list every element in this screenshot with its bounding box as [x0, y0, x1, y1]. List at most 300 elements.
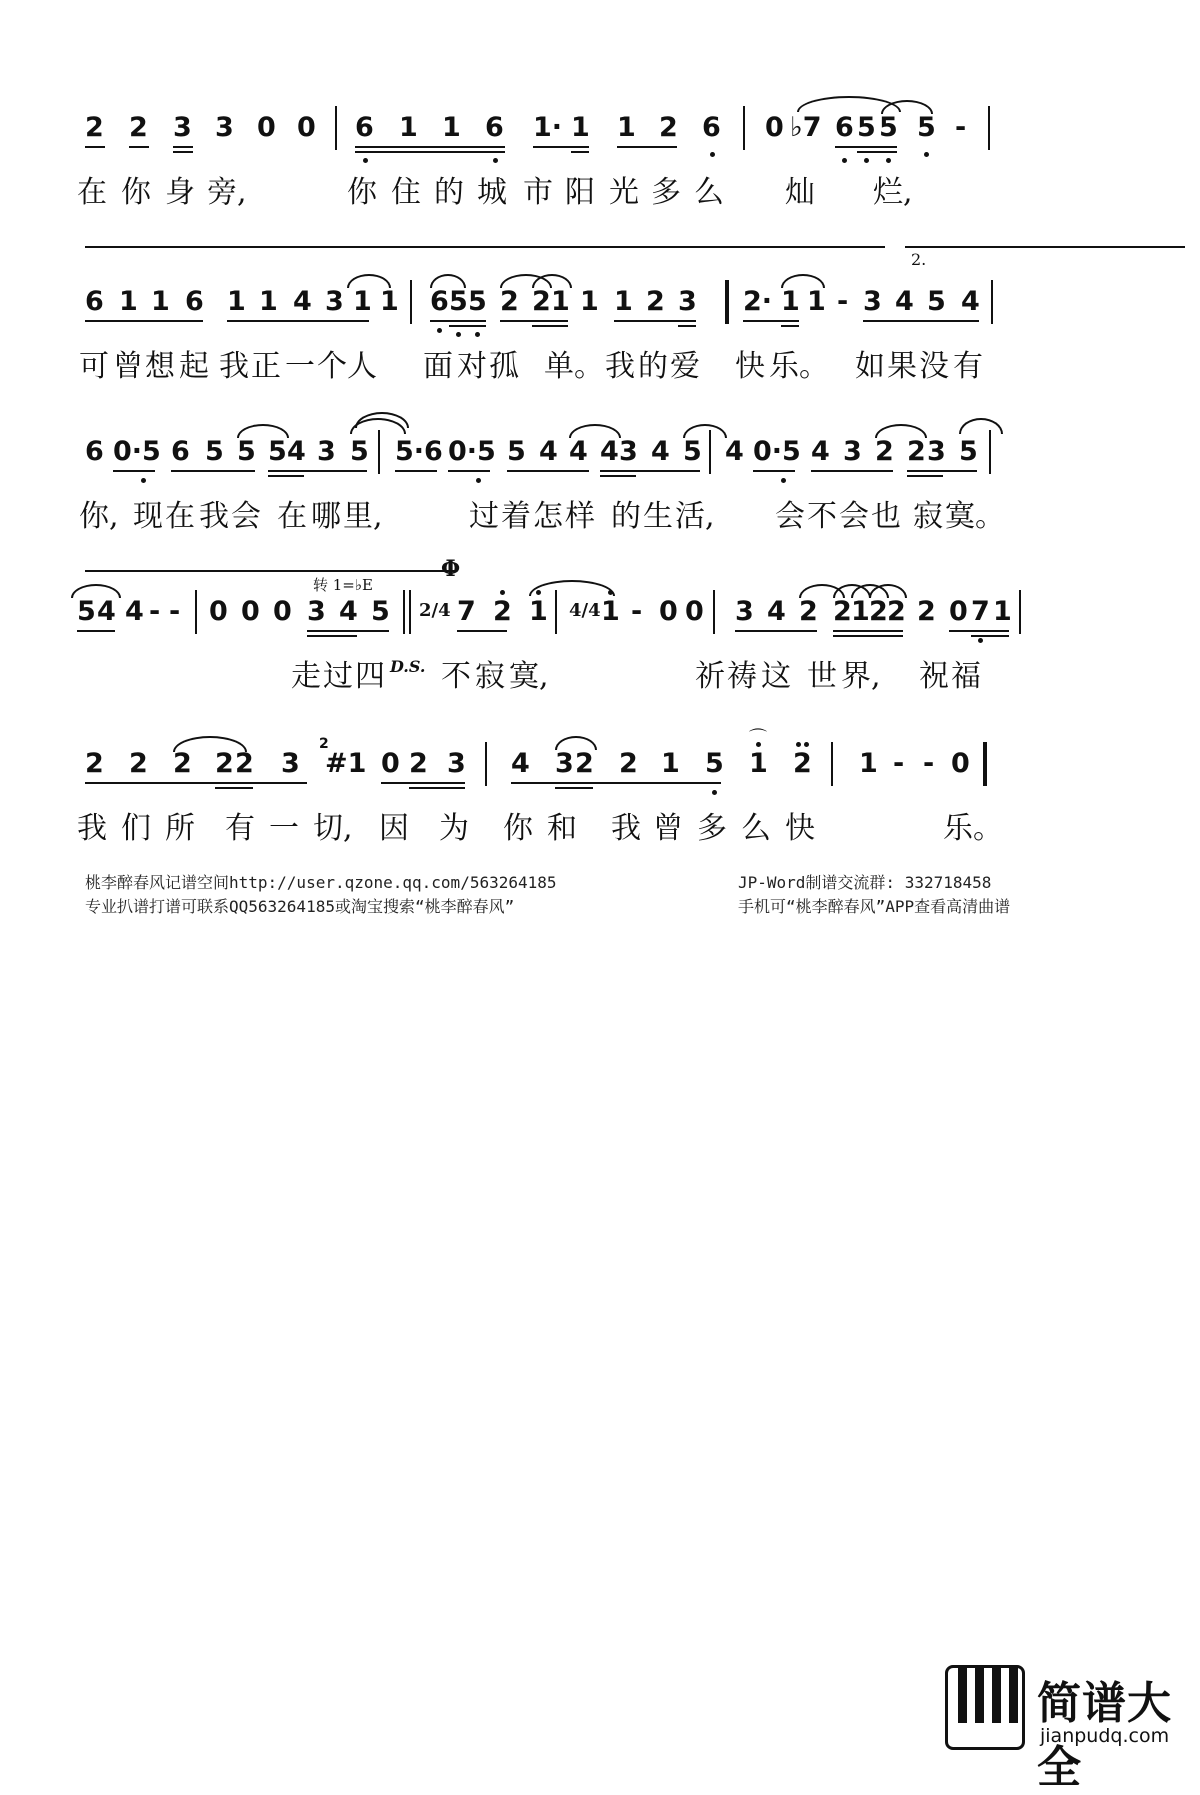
lyric: 我 [77, 811, 107, 846]
octave-dot [842, 158, 847, 163]
barline [410, 280, 412, 324]
note: 2 [85, 748, 104, 779]
note: 0 [241, 596, 260, 627]
time-signature: 4/4 [569, 600, 601, 621]
lyric: 这 [761, 659, 791, 694]
lyric: 我 [219, 349, 249, 384]
lyric: 的 [638, 349, 668, 384]
underline [833, 630, 903, 632]
octave-dot [141, 478, 146, 483]
lyric: 快 [785, 811, 815, 846]
note: 5 [917, 112, 936, 143]
lyric: 的 [611, 499, 641, 534]
piano-icon [945, 1665, 1025, 1750]
octave-dot [781, 478, 786, 483]
lyric: 寂 [475, 659, 505, 694]
underline [532, 325, 568, 327]
lyric: 爱 [670, 349, 700, 384]
underline [395, 470, 437, 472]
note: 1 [993, 596, 1012, 627]
lyric: 乐。 [769, 349, 829, 384]
octave-dot [363, 158, 368, 163]
octave-dot [796, 742, 801, 747]
note: 3 [447, 748, 466, 779]
lyric: 会 [775, 499, 805, 534]
slur [355, 412, 409, 428]
lyric: 一 [285, 349, 315, 384]
slur [173, 736, 247, 752]
note: 4 [961, 286, 980, 317]
note: 4 [600, 436, 619, 467]
note: 2 [833, 596, 852, 627]
note: 2 [799, 596, 818, 627]
lyric: 祷 [727, 659, 757, 694]
lyric: 四 [355, 659, 385, 694]
note: 2 [575, 748, 594, 779]
note: 2 [409, 748, 428, 779]
note: 1 [529, 596, 548, 627]
underline [857, 151, 897, 153]
slur [430, 274, 466, 288]
underline [907, 470, 977, 472]
note: 1· [533, 112, 563, 143]
lyric: 单。 [544, 349, 604, 384]
note: 6 [485, 112, 504, 143]
underline [571, 151, 589, 153]
lyric: 所 [165, 811, 195, 846]
lyric: 着 [501, 499, 531, 534]
note: 6 [85, 436, 104, 467]
volta-label: 2. [911, 250, 927, 269]
lyric: 起 [179, 349, 209, 384]
note: - [837, 286, 849, 317]
barline [485, 742, 487, 786]
footer-left-line2: 专业扒谱打谱可联系QQ563264185或淘宝搜索“桃李醉春风” [85, 897, 515, 916]
note: 7 [971, 596, 990, 627]
slur [683, 424, 727, 438]
lyrics-line [79, 491, 1105, 534]
note: 3 [735, 596, 754, 627]
note: 4 [339, 596, 358, 627]
lyric: 界, [841, 659, 881, 694]
underline [533, 146, 589, 148]
note: 5 [705, 748, 724, 779]
note: 2 [235, 748, 254, 779]
note: 5 [959, 436, 978, 467]
note: 2 [887, 596, 906, 627]
score-row-1 [77, 112, 1105, 212]
note: 1 [851, 596, 870, 627]
footer-right-line1: JP-Word制谱交流群: 332718458 [738, 873, 992, 892]
underline [617, 146, 677, 148]
lyric: 城 [477, 175, 507, 210]
note: 5 [268, 436, 287, 467]
underline [743, 320, 799, 322]
time-signature: 2/4 [419, 600, 451, 621]
note: 6 [171, 436, 190, 467]
lyric: 旁, [207, 175, 247, 210]
lyric: 一 [269, 811, 299, 846]
underline [307, 630, 389, 632]
barline [1019, 590, 1021, 634]
lyric: 为 [439, 811, 469, 846]
underline [77, 630, 115, 632]
lyric: 会 [839, 499, 869, 534]
underline [907, 475, 943, 477]
note: ♭7 [790, 112, 822, 143]
note: 1 [119, 286, 138, 317]
lyric: 也 [871, 499, 901, 534]
lyric: 孤 [489, 349, 519, 384]
note: 3 [281, 748, 300, 779]
octave-dot [500, 590, 505, 595]
lyric: 祝 [919, 659, 949, 694]
lyric: 寞。 [945, 499, 1005, 534]
note: 5 [350, 436, 369, 467]
underline [753, 470, 795, 472]
underline [430, 320, 486, 322]
note: 0 [381, 748, 400, 779]
note: 5 [857, 112, 876, 143]
lyric: 果 [887, 349, 917, 384]
underline [600, 470, 700, 472]
barline [378, 430, 380, 474]
underline [971, 635, 1009, 637]
note: 5 [683, 436, 702, 467]
note: 5 [468, 286, 487, 317]
lyric: 在 [165, 499, 195, 534]
underline [457, 630, 507, 632]
underline [781, 325, 799, 327]
lyric: 多 [651, 175, 681, 210]
lyric: 现 [133, 499, 163, 534]
underline [307, 635, 357, 637]
octave-dot [864, 158, 869, 163]
lyric: 我 [199, 499, 229, 534]
note: 3 [863, 286, 882, 317]
note: 6 [85, 286, 104, 317]
note: 2 [129, 112, 148, 143]
note: 5 [507, 436, 526, 467]
underline [735, 630, 817, 632]
note: 0·5 [113, 436, 161, 467]
note: 0 [765, 112, 784, 143]
note: 1 [807, 286, 826, 317]
note: 3 [307, 596, 326, 627]
underline [614, 320, 696, 322]
note: 2 [869, 596, 888, 627]
note: 1 [353, 286, 372, 317]
slur [781, 274, 825, 288]
note: 0 [297, 112, 316, 143]
lyric: 你 [503, 811, 533, 846]
note: 6 [355, 112, 374, 143]
coda-line [85, 570, 455, 572]
lyric: 烂, [873, 175, 913, 210]
note: 2 [659, 112, 678, 143]
underline [811, 470, 893, 472]
note: 1 [749, 748, 768, 779]
note: 3 [325, 286, 344, 317]
note: 2 [129, 748, 148, 779]
score-row-5 [77, 728, 1105, 848]
note: 2 [793, 748, 812, 779]
lyric: 会 [231, 499, 261, 534]
final-barline [983, 742, 987, 786]
lyric: 我 [605, 349, 635, 384]
note: 2 [917, 596, 936, 627]
lyric: 不 [441, 659, 471, 694]
barline [991, 280, 993, 324]
lyric: 活, [675, 499, 715, 534]
note: - [893, 748, 905, 779]
note: 4 [97, 596, 116, 627]
note: 5 [449, 286, 468, 317]
note: 3 [555, 748, 574, 779]
underline [949, 630, 1009, 632]
note: 6 [185, 286, 204, 317]
underline [600, 475, 636, 477]
lyric: 样 [565, 499, 595, 534]
note: 1 [259, 286, 278, 317]
note: 4 [651, 436, 670, 467]
score-row-4 [77, 556, 1105, 696]
lyrics-line [85, 651, 1105, 694]
note: 1 [442, 112, 461, 143]
note: 2 [619, 748, 638, 779]
note: 2 [215, 748, 234, 779]
lyric: 你 [347, 175, 377, 210]
note: - [955, 112, 967, 143]
lyric: 过 [469, 499, 499, 534]
underline [113, 470, 155, 472]
note: 1 [781, 286, 800, 317]
octave-dot [712, 790, 717, 795]
note: - [169, 596, 181, 627]
underline [507, 470, 589, 472]
lyric: 想 [145, 349, 175, 384]
note: 0 [659, 596, 678, 627]
note: 3 [678, 286, 697, 317]
octave-dot [456, 332, 461, 337]
note: 1 [151, 286, 170, 317]
ds-marker: D.S. [390, 657, 426, 676]
lyric: 因 [379, 811, 409, 846]
octave-dot [886, 158, 891, 163]
lyric: 阳 [565, 175, 595, 210]
lyric: 么 [694, 175, 724, 210]
slur [799, 584, 845, 598]
underline [173, 146, 193, 148]
octave-dot [710, 152, 715, 157]
lyric: 祈 [695, 659, 725, 694]
underline [555, 787, 593, 789]
underline [173, 151, 193, 153]
slur [555, 736, 597, 750]
note: 2 [493, 596, 512, 627]
lyric: 在 [77, 175, 107, 210]
note: 0·5 [753, 436, 801, 467]
note: 1 [227, 286, 246, 317]
lyric: 住 [391, 175, 421, 210]
lyric: 没 [919, 349, 949, 384]
logo-title: 简谱大全 [1037, 1678, 1172, 1793]
note: 5 [927, 286, 946, 317]
site-logo [945, 1665, 1185, 1793]
lyrics-line [79, 341, 1105, 384]
note: 4 [511, 748, 530, 779]
barline [988, 106, 990, 150]
lyric: 光 [609, 175, 639, 210]
note: 5 [237, 436, 256, 467]
note: - [149, 596, 161, 627]
note: 4 [569, 436, 588, 467]
note: 0 [273, 596, 292, 627]
lyric: 曾 [653, 811, 683, 846]
underline [355, 146, 505, 148]
lyric: 和 [547, 811, 577, 846]
note: #1 [325, 748, 367, 779]
note: 1 [617, 112, 636, 143]
note: 3 [317, 436, 336, 467]
note: 1 [601, 596, 620, 627]
underline [833, 635, 903, 637]
underline [381, 782, 465, 784]
note: 4 [767, 596, 786, 627]
note: 2 [173, 748, 192, 779]
slur [529, 580, 615, 596]
note: 0 [257, 112, 276, 143]
volta-bracket-top [85, 246, 885, 248]
slur [959, 418, 1003, 434]
note: 6 [430, 286, 449, 317]
lyric: 不 [807, 499, 837, 534]
note: - [631, 596, 643, 627]
underline [129, 146, 149, 148]
footer-left-line1: 桃李醉春风记谱空间http://user.qzone.qq.com/563264185 [85, 873, 557, 892]
lyric: 面 [423, 349, 453, 384]
note: 4 [287, 436, 306, 467]
underline [85, 320, 203, 322]
underline [171, 470, 255, 472]
note: 1 [661, 748, 680, 779]
underline [500, 320, 568, 322]
lyric: 人 [347, 349, 377, 384]
slur [237, 424, 289, 438]
underline [448, 470, 490, 472]
key-change: 转 1=♭E [313, 576, 373, 594]
repeat-barline [725, 280, 729, 324]
lyric: 寞, [509, 659, 549, 694]
note: 4 [811, 436, 830, 467]
note: 2 [85, 112, 104, 143]
note: 5·6 [395, 436, 443, 467]
barline [335, 106, 337, 150]
lyric: 过 [323, 659, 353, 694]
lyric: 多 [697, 811, 727, 846]
octave-dot [475, 332, 480, 337]
lyric: 福 [951, 659, 981, 694]
underline [835, 146, 897, 148]
note: 2 [875, 436, 894, 467]
underline [355, 151, 505, 153]
lyric: 正 [251, 349, 281, 384]
octave-dot [924, 152, 929, 157]
note: 2 [532, 286, 551, 317]
lyric: 对 [457, 349, 487, 384]
score-row-2 [79, 250, 1105, 386]
fermata-icon: ⌒ [749, 728, 767, 749]
note: 1 [580, 286, 599, 317]
note: - [923, 748, 935, 779]
note: 0 [685, 596, 704, 627]
note: 2 [646, 286, 665, 317]
underline [215, 787, 253, 789]
lyric: 里, [343, 499, 383, 534]
volta-bracket-2 [905, 246, 1185, 248]
score-row-3 [79, 436, 1105, 536]
note: 4 [539, 436, 558, 467]
lyric: 个 [317, 349, 347, 384]
lyric: 走 [291, 659, 321, 694]
note: 3 [619, 436, 638, 467]
note: 4 [725, 436, 744, 467]
note: 7 [457, 596, 476, 627]
lyric: 有 [225, 811, 255, 846]
octave-dot [437, 328, 442, 333]
note: 1 [859, 748, 878, 779]
barline [989, 430, 991, 474]
octave-dot [476, 478, 481, 483]
slur [875, 424, 927, 438]
lyric: 生 [643, 499, 673, 534]
underline [85, 146, 105, 148]
lyric: 切, [313, 811, 353, 846]
lyric: 如 [855, 349, 885, 384]
lyric: 在 [277, 499, 307, 534]
lyric: 世 [807, 659, 837, 694]
note: 5 [77, 596, 96, 627]
lyric: 怎 [533, 499, 563, 534]
logo-url: jianpudq.com [1040, 1725, 1170, 1747]
lyric: 们 [121, 811, 151, 846]
lyric: 有 [953, 349, 983, 384]
note: 1 [380, 286, 399, 317]
underline [409, 787, 465, 789]
note: 3 [927, 436, 946, 467]
octave-dot [978, 638, 983, 643]
double-barline [409, 590, 411, 634]
underline [85, 782, 307, 784]
lyric: 我 [611, 811, 641, 846]
note: 2 [907, 436, 926, 467]
note: 6 [835, 112, 854, 143]
note: 3 [215, 112, 234, 143]
note: 2 [500, 286, 519, 317]
lyric: 哪 [311, 499, 341, 534]
lyric: 寂 [913, 499, 943, 534]
note: 4 [895, 286, 914, 317]
note: 5 [879, 112, 898, 143]
note: 0 [209, 596, 228, 627]
octave-dot [493, 158, 498, 163]
underline [268, 475, 304, 477]
slur [347, 274, 391, 288]
underline [227, 320, 369, 322]
note: 3 [843, 436, 862, 467]
lyric: 快 [735, 349, 765, 384]
lyric: 曾 [113, 349, 143, 384]
